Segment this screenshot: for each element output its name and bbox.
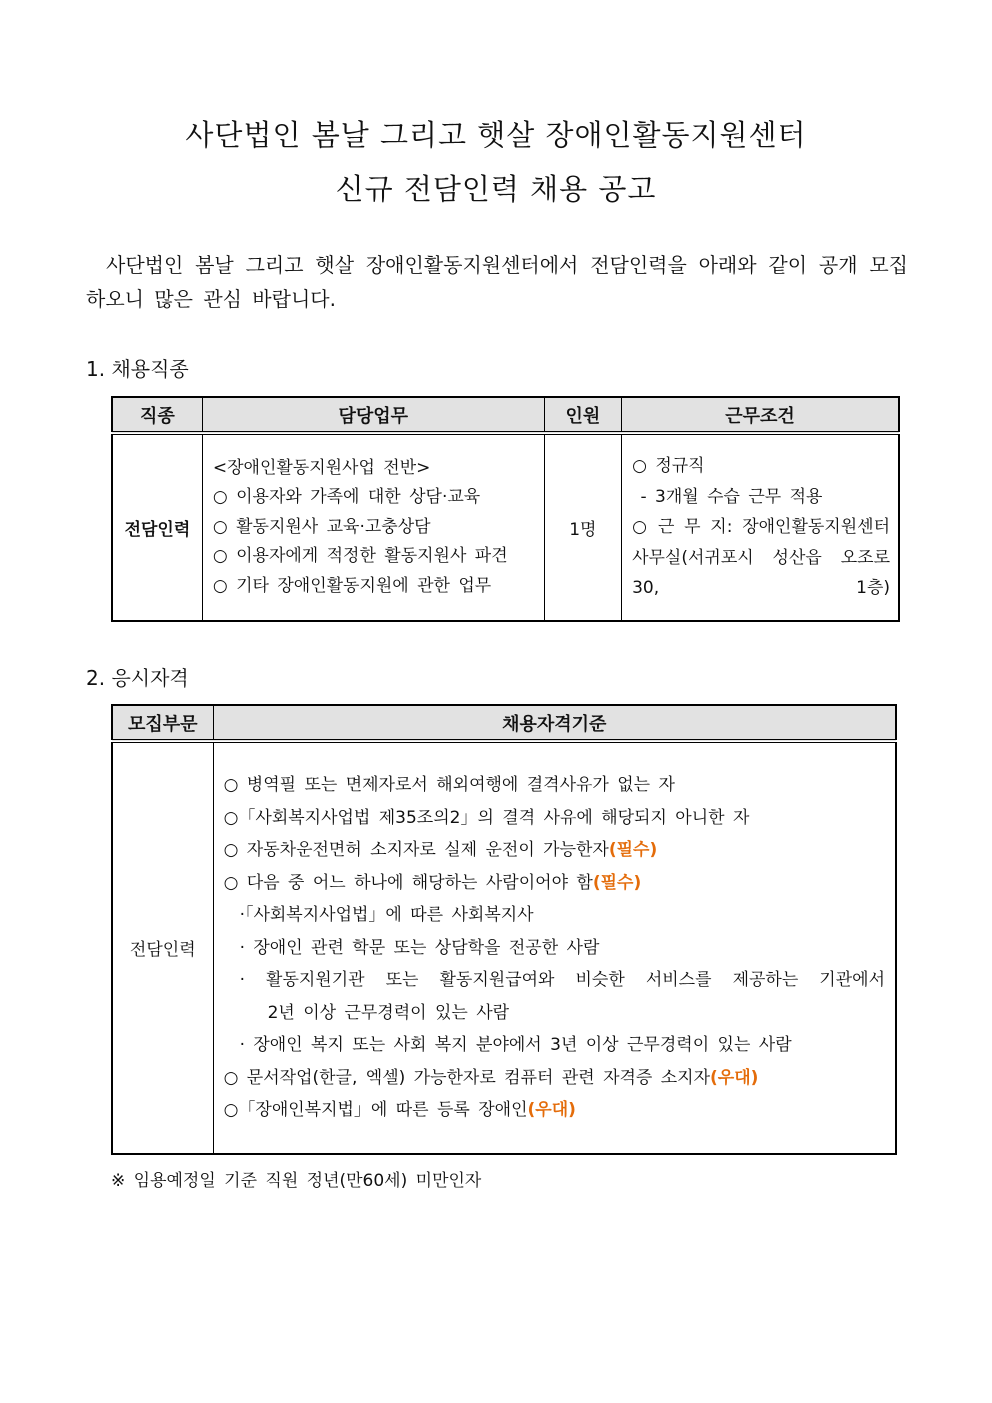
cell-conditions [622, 433, 899, 621]
criteria-item: ○ 병역필 또는 면제자로서 해외여행에 결격사유가 없는 자 [223, 775, 675, 795]
criteria-item: ○ 다음 중 어느 하나에 해당하는 사람이어야 함(필수) [223, 872, 642, 893]
criteria-subitem: · 활동지원기관 또는 활동지원급여와 비슷한 서비스를 제공하는 기관에서 [239, 970, 885, 990]
header-division: 모집부문 [112, 705, 213, 741]
preferred-tag: (우대) [527, 1100, 576, 1120]
criteria-item: ○ 문서작업(한글, 엑셀) 가능한자로 컴퓨터 관련 자격증 소지자(우대) [223, 1067, 759, 1088]
condition-item: ○ 정규직 [632, 456, 705, 477]
condition-item: - 3개월 수습 근무 적용 [632, 486, 823, 507]
header-criteria: 채용자격기준 [213, 705, 896, 741]
required-tag: (필수) [592, 872, 642, 893]
section-2-heading: 2. 응시자격 [86, 666, 189, 690]
job-type-table [111, 396, 900, 622]
criteria-item: ○「사회복지사업법 제35조의2」의 결격 사유에 해당되지 아니한 자 [223, 807, 750, 828]
criteria-subitem: · 장애인 관련 학문 또는 상담학을 전공한 사람 [239, 937, 600, 958]
preferred-tag: (우대) [710, 1067, 759, 1088]
header-duties: 담당업무 [202, 397, 544, 433]
condition-item: ○ 근 무 지: 장애인활동지원센터 사무실(서귀포시 성산읍 오조로30, 1층) [632, 517, 890, 599]
duty-item: ○ 활동지원사 교육·고충상담 [212, 516, 431, 537]
duty-item: ○ 이용자와 가족에 대한 상담·교육 [212, 487, 481, 508]
criteria-item: ○「장애인복지법」에 따른 등록 장애인(우대) [223, 1100, 576, 1120]
duty-item: <장애인활동지원사업 전반> [212, 457, 431, 478]
criteria-subitem: · 장애인 복지 또는 사회 복지 분야에서 3년 이상 근무경력이 있는 사람 [239, 1035, 792, 1055]
header-headcount: 인원 [544, 397, 621, 433]
section-1-heading: 1. 채용직종 [86, 357, 189, 381]
title-line-1: 사단법인 봄날 그리고 햇살 장애인활동지원센터 [185, 118, 807, 152]
cell-headcount: 1명 [544, 433, 621, 621]
duty-item: ○ 기타 장애인활동지원에 관한 업무 [212, 575, 492, 596]
required-tag: (필수) [608, 840, 658, 860]
cell-criteria [213, 741, 896, 1154]
criteria-item: ○ 자동차운전면허 소지자로 실제 운전이 가능한자(필수) [223, 840, 658, 860]
qualification-table [111, 704, 897, 1155]
intro-paragraph [86, 248, 908, 316]
intro-text: 사단법인 봄날 그리고 햇살 장애인활동지원센터에서 전담인력을 아래와 같이 공개 모집하오니 많은 관심 바랍니다. [86, 253, 908, 311]
title-line-2: 신규 전담인력 채용 공고 [335, 172, 657, 206]
duty-item: ○ 이용자에게 적정한 활동지원사 파견 [212, 546, 508, 567]
header-job-type: 직종 [112, 397, 202, 433]
cell-job-type: 전담인력 [112, 433, 202, 621]
header-conditions: 근무조건 [622, 397, 899, 433]
cell-duties [202, 433, 544, 621]
footnote: ※ 임용예정일 기준 직원 정년(만60세) 미만인자 [111, 1171, 482, 1191]
cell-division: 전담인력 [112, 741, 213, 1154]
criteria-subitem-continued: 2년 이상 근무경력이 있는 사람 [267, 1002, 510, 1023]
criteria-subitem: ·「사회복지사업법」에 따른 사회복지사 [239, 905, 534, 925]
